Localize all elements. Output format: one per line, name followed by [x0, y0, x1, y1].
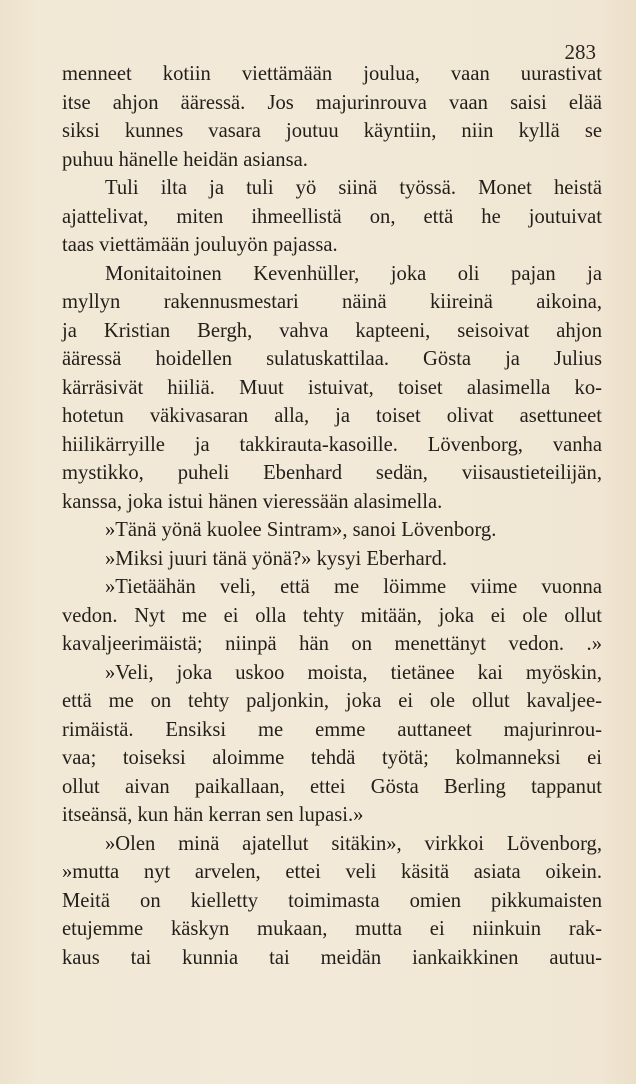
text-line: »Tietäähän veli, että me löimme viime vuonna: [105, 576, 602, 598]
text-line: että me on tehty paljonkin, joka ei ole ollut kavaljee-: [62, 690, 602, 712]
text-line: »Olen minä ajatellut sitäkin», virkkoi Lövenborg,: [105, 832, 602, 855]
text-line: hotetun väkivasaran alla, ja toiset olivat asettuneet: [62, 405, 602, 427]
text-line: menneet kotiin viettämään joulua, vaan uurastivat: [62, 63, 602, 85]
text-line: Meitä on kielletty toimimasta omien pikkumaisten: [62, 889, 602, 912]
text-line: »mutta nyt arvelen, ettei veli käsitä asiata oikein.: [62, 861, 602, 883]
text-line: kavaljeerimäistä; niinpä hän on menettänyt vedon. .»: [62, 633, 602, 655]
text-line: itseänsä, kun hän kerran sen lupasi.»: [62, 804, 364, 826]
text-line: kärräsivät hiiliä. Muut istuivat, toiset alasimella ko-: [62, 376, 602, 399]
text-line: »Miksi juuri tänä yönä?» kysyi Eberhard.: [105, 547, 448, 570]
text-line: vedon. Nyt me ei olla tehty mitään, joka ei ole ollut: [62, 604, 602, 627]
text-line: Monitaitoinen Kevenhüller, joka oli pajan ja: [105, 262, 602, 285]
text-line: ajattelivat, miten ihmeellistä on, että he joutuivat: [62, 205, 602, 228]
text-line: »Tänä yönä kuolee Sintram», sanoi Lövenborg.: [105, 519, 497, 541]
text-line: ollut aivan paikallaan, ettei Gösta Berling tappanut: [62, 775, 602, 798]
page-number: 283: [564, 40, 596, 64]
text-line: itse ahjon ääressä. Jos majurinrouva vaan saisi elää: [62, 91, 602, 114]
text-line: »Veli, joka uskoo moista, tietänee kai myöskin,: [105, 661, 602, 684]
text-line: taas viettämään jouluyön pajassa.: [62, 234, 338, 256]
text-line: vaa; toiseksi aloimme tehdä työtä; kolmanneksi ei: [62, 747, 602, 769]
text-line: siksi kunnes vasara joutuu käyntiin, niin kyllä se: [62, 120, 602, 142]
text-line: kanssa, joka istui hänen vieressään alasimella.: [62, 490, 443, 513]
text-line: hiilikärryille ja takkirauta-kasoille. Lövenborg, vanha: [62, 433, 602, 456]
text-line: rimäistä. Ensiksi me emme auttaneet majurinrou-: [62, 718, 602, 741]
body-text: [62, 60, 602, 972]
text-line: puhuu hänelle heidän asiansa.: [62, 148, 308, 171]
text-line: ja Kristian Bergh, vahva kapteeni, seisoivat ahjon: [62, 319, 602, 342]
text-line: etujemme käskyn mukaan, mutta ei niinkuin rak-: [62, 918, 602, 940]
text-line: Tuli ilta ja tuli yö siinä työssä. Monet heistä: [105, 177, 602, 199]
text-line: mystikko, puheli Ebenhard sedän, viisaustieteilijän,: [62, 462, 602, 484]
text-line: kaus tai kunnia tai meidän iankaikkinen autuu-: [62, 946, 602, 969]
text-line: ääressä hoidellen sulatuskattilaa. Gösta ja Julius: [62, 348, 602, 370]
text-line: myllyn rakennusmestari näinä kiireinä aikoina,: [62, 291, 602, 313]
